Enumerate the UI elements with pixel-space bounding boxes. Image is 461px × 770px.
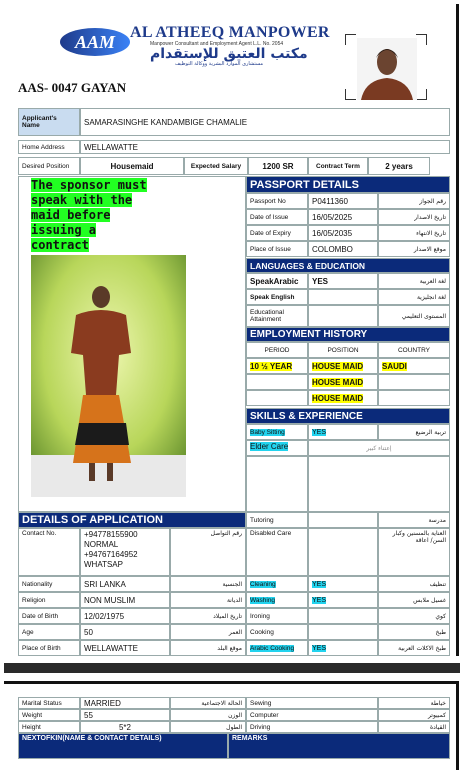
- dob-arabic: تاريخ الميلاد: [170, 608, 246, 624]
- passport-section-title: PASSPORT DETAILS: [246, 176, 450, 193]
- cooking-value: [308, 624, 378, 640]
- nationality-value: SRI LANKA: [80, 576, 170, 592]
- religion-label: Religion: [18, 592, 80, 608]
- ironing-arabic: كوي: [378, 608, 450, 624]
- issue-place-arabic: موقع الاصدار: [378, 241, 450, 257]
- skill-row: [246, 576, 450, 592]
- tutoring-arabic: مدرسة: [378, 512, 450, 528]
- washing-label: Washing: [250, 596, 276, 604]
- expected-salary-value: 1200 SR: [248, 157, 308, 175]
- language-row: [246, 305, 450, 327]
- speak-arabic-label: SpeakArabic: [246, 273, 308, 289]
- language-row: [246, 273, 450, 289]
- washing-arabic: غسيل ملابس: [378, 592, 450, 608]
- home-address-row: [18, 140, 450, 154]
- employment-position-value: HOUSE MAID: [312, 361, 364, 371]
- reference-code: AAS- 0047 GAYAN: [18, 80, 127, 95]
- passport-row: [246, 209, 450, 225]
- tutoring-label: Tutoring: [246, 512, 308, 528]
- company-arabic-name: مكتب العتيق للإستقدام: [150, 46, 308, 62]
- col-period: PERIOD: [246, 342, 308, 358]
- dob-value: 12/02/1975: [80, 608, 170, 624]
- ironing-label: Ironing: [246, 608, 308, 624]
- company-subtitle: Manpower Consultant and Employment Agent L.L. No. 2054: [150, 41, 284, 47]
- driving-arabic: القيادة: [378, 721, 450, 733]
- skills-blank-cell: [246, 456, 308, 512]
- age-value: 50: [80, 624, 170, 640]
- desired-position-label: Desired Position: [18, 157, 80, 175]
- issue-place-label: Place of Issue: [246, 241, 308, 257]
- religion-arabic: الديانة: [170, 592, 246, 608]
- computer-arabic: كمبيوتر: [378, 709, 450, 721]
- sponsor-note: [31, 178, 161, 253]
- skill-row: [246, 440, 450, 456]
- cleaning-arabic: تنظيف: [378, 576, 450, 592]
- employment-country-cell: [378, 358, 450, 374]
- arabic-cooking-cell: [246, 640, 308, 656]
- speak-english-label: Speak English: [246, 289, 308, 305]
- expiry-date-label: Date of Expiry: [246, 225, 308, 241]
- marital-status-label: Marital Status: [18, 697, 80, 709]
- marital-status-value: MARRIED: [80, 697, 170, 709]
- contact-type-1: NORMAL: [84, 540, 119, 549]
- speak-arabic-arabic: لغة العربية: [378, 273, 450, 289]
- elder-care-label: Elder Care: [250, 442, 289, 451]
- education-label: Educational Attainment: [246, 305, 308, 327]
- weight-arabic: الوزن: [170, 709, 246, 721]
- cooking-label: Cooking: [246, 624, 308, 640]
- contact-phone-2: +94767164952: [84, 550, 138, 559]
- col-position: POSITION: [308, 342, 378, 358]
- employment-country-cell: [378, 390, 450, 406]
- employment-period-cell: [246, 390, 308, 406]
- dob-label: Date of Birth: [18, 608, 80, 624]
- arabic-cooking-value: YES: [312, 644, 327, 652]
- employment-row: [246, 390, 450, 406]
- height-arabic: الطول: [170, 721, 246, 733]
- next-of-kin-header: NEXTOFKIN(NAME & CONTACT DETAILS): [18, 733, 228, 759]
- disabled-care-arabic: العناية بالمسنين وكبار السن/ اعاقة: [378, 528, 450, 576]
- height-label: Height: [18, 721, 80, 733]
- col-country: COUNTRY: [378, 342, 450, 358]
- employment-row: [246, 374, 450, 390]
- skill-row: [246, 640, 450, 656]
- passport-row: [246, 225, 450, 241]
- employment-position-value: HOUSE MAID: [312, 377, 364, 387]
- elder-care-cell: [246, 440, 308, 456]
- cleaning-cell: [246, 576, 308, 592]
- sponsor-note-text: The sponsor must speak with the maid before issuing a contract: [31, 178, 147, 252]
- speak-english-value: [308, 289, 378, 305]
- arabic-cooking-label: Arabic Cooking: [250, 644, 295, 652]
- issue-place-value: COLOMBO: [308, 241, 378, 257]
- remarks-header: REMARKS: [228, 733, 450, 759]
- employment-position-cell: [308, 358, 378, 374]
- application-row: [18, 592, 246, 608]
- passport-row: [246, 193, 450, 209]
- birthplace-value: WELLAWATTE: [80, 640, 170, 656]
- employment-table: [246, 342, 450, 406]
- issue-date-label: Date of Issue: [246, 209, 308, 225]
- skill-row: [246, 608, 450, 624]
- washing-value: YES: [312, 596, 327, 604]
- page2-row: [18, 721, 450, 733]
- page2-header-row: [18, 733, 450, 759]
- sewing-label: Sewing: [246, 697, 378, 709]
- arabic-cooking-value-cell: [308, 640, 378, 656]
- applicant-name-label: Applicant's Name: [18, 108, 80, 136]
- skill-row: [246, 424, 450, 440]
- company-arabic-subtitle: مستشارى الموارد البشرية ووكالة التوظيف: [175, 61, 264, 67]
- employment-position-cell: [308, 374, 378, 390]
- home-address-value: WELLAWATTE: [80, 140, 450, 154]
- employment-country-value: SAUDI: [382, 361, 407, 371]
- washing-cell: [246, 592, 308, 608]
- expiry-date-arabic: تاريخ الانتهاء: [378, 225, 450, 241]
- applicant-name-value: SAMARASINGHE KANDAMBIGE CHAMALIE: [80, 108, 450, 136]
- applicant-portrait-photo: [357, 38, 417, 100]
- sewing-arabic: خياطة: [378, 697, 450, 709]
- employment-period-value: 10 ½ YEAR: [250, 361, 293, 371]
- employment-country-cell: [378, 374, 450, 390]
- passport-table: [246, 193, 450, 257]
- birthplace-arabic: موقع البلد: [170, 640, 246, 656]
- page2-table: [18, 697, 450, 759]
- skills-blank-cell: [308, 456, 450, 512]
- weight-label: Weight: [18, 709, 80, 721]
- desired-position-value: Housemaid: [80, 157, 184, 175]
- contact-arabic: رقم التواصل: [170, 528, 246, 576]
- languages-section-title: LANGUAGES & EDUCATION: [246, 258, 450, 273]
- application-section-title: DETAILS OF APPLICATION: [18, 512, 246, 528]
- education-arabic: المستوى التعليمي: [378, 305, 450, 327]
- page-separator: [4, 663, 460, 673]
- speak-arabic-value: YES: [308, 273, 378, 289]
- contact-phone-1: +94778155900: [84, 530, 138, 539]
- applicant-name-row: [18, 108, 450, 136]
- height-value: 5*2: [80, 721, 170, 733]
- nationality-label: Nationality: [18, 576, 80, 592]
- driving-label: Driving: [246, 721, 378, 733]
- baby-sitting-label: Baby Sitting: [250, 428, 285, 436]
- speak-english-arabic: لغة انجليزية: [378, 289, 450, 305]
- home-address-label: Home Address: [18, 140, 80, 154]
- expiry-date-value: 16/05/2035: [308, 225, 378, 241]
- employment-section-title: EMPLOYMENT HISTORY: [246, 327, 450, 342]
- computer-label: Computer: [246, 709, 378, 721]
- application-row: [18, 624, 246, 640]
- expected-salary-label: Expected Salary: [184, 157, 248, 175]
- passport-no-arabic: رقم الجواز: [378, 193, 450, 209]
- skill-row: [246, 592, 450, 608]
- elder-care-arabic: إعتناء كبير: [308, 440, 450, 456]
- application-table: [18, 528, 246, 656]
- employment-period-cell: [246, 358, 308, 374]
- birthplace-label: Place of Birth: [18, 640, 80, 656]
- passport-no-value: P0411360: [308, 193, 378, 209]
- skills-section-title: SKILLS & EXPERIENCE: [246, 408, 450, 424]
- tutoring-value: [308, 512, 378, 528]
- contact-label: Contact No.: [18, 528, 80, 576]
- contract-term-label: Contract Term: [308, 157, 368, 175]
- arabic-cooking-arabic: طبخ الاكلات العربية: [378, 640, 450, 656]
- age-arabic: العمر: [170, 624, 246, 640]
- baby-sitting-value-cell: [308, 424, 378, 440]
- application-row: [18, 608, 246, 624]
- employment-period-cell: [246, 374, 308, 390]
- baby-sitting-arabic: تربية الرضيع: [378, 424, 450, 440]
- application-row: [18, 640, 246, 656]
- issue-date-arabic: تاريخ الاصدار: [378, 209, 450, 225]
- cleaning-label: Cleaning: [250, 580, 276, 588]
- employment-position-value: HOUSE MAID: [312, 393, 364, 403]
- applicant-full-body-photo: [31, 255, 186, 497]
- disabled-care-label: Disabled Care: [246, 528, 308, 576]
- skill-row: [246, 528, 450, 576]
- contact-value: [80, 528, 170, 576]
- skill-row: [246, 512, 450, 528]
- employment-position-cell: [308, 390, 378, 406]
- contact-row: [18, 528, 246, 576]
- employment-row: [246, 358, 450, 374]
- baby-sitting-cell: [246, 424, 308, 440]
- skill-row: [246, 624, 450, 640]
- company-name: AL ATHEEQ MANPOWER: [130, 24, 330, 41]
- application-row: [18, 576, 246, 592]
- education-value: [308, 305, 378, 327]
- cleaning-value: YES: [312, 580, 327, 588]
- washing-value-cell: [308, 592, 378, 608]
- languages-table: [246, 273, 450, 327]
- passport-row: [246, 241, 450, 257]
- contact-type-2: WHATSAP: [84, 560, 123, 569]
- issue-date-value: 16/05/2025: [308, 209, 378, 225]
- position-row: [18, 157, 430, 175]
- marital-status-arabic: الحالة الاجتماعية: [170, 697, 246, 709]
- age-label: Age: [18, 624, 80, 640]
- passport-no-label: Passport No: [246, 193, 308, 209]
- contract-term-value: 2 years: [368, 157, 430, 175]
- page2-row: [18, 709, 450, 721]
- nationality-arabic: الجنسية: [170, 576, 246, 592]
- language-row: [246, 289, 450, 305]
- ironing-value: [308, 608, 378, 624]
- employment-header-row: [246, 342, 450, 358]
- cleaning-value-cell: [308, 576, 378, 592]
- baby-sitting-value: YES: [312, 428, 327, 436]
- skills-table: [246, 424, 450, 456]
- skills-continued-table: [246, 512, 450, 656]
- page2-row: [18, 697, 450, 709]
- cooking-arabic: طبخ: [378, 624, 450, 640]
- religion-value: NON MUSLIM: [80, 592, 170, 608]
- weight-value: 55: [80, 709, 170, 721]
- disabled-care-value: [308, 528, 378, 576]
- company-logo: AAM: [60, 28, 130, 56]
